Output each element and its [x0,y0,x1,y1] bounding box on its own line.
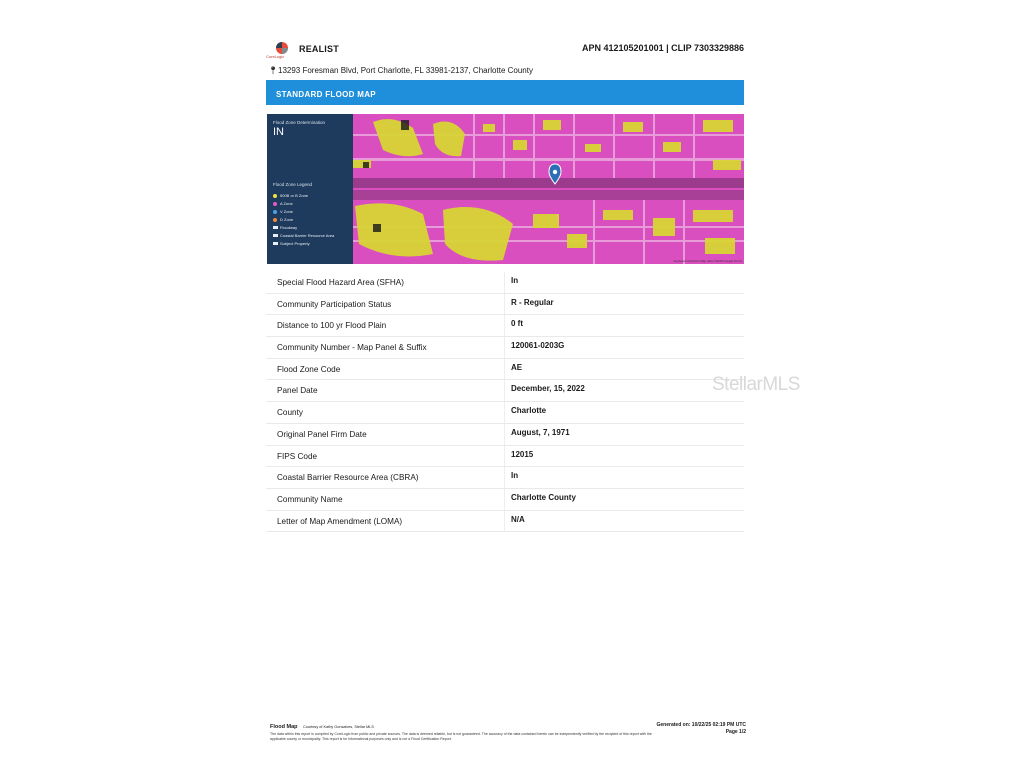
row-label: FIPS Code [277,451,318,461]
row-value: Charlotte County [511,492,576,502]
legend-swatch-icon [273,234,278,237]
row-label: Community Name [277,494,343,504]
page-number: Page 1/2 [725,729,746,735]
row-value: December, 15, 2022 [511,384,585,394]
apn-clip: APN 412105201001 | CLIP 7303329886 [582,43,744,53]
legend-label: A Zone [280,201,293,206]
legend-item [273,232,334,240]
row-label: Community Number - Map Panel & Suffix [277,343,427,353]
legend-swatch-icon [273,210,277,214]
table-row [266,359,744,381]
legend-swatch-icon [273,202,277,206]
table-row [266,272,744,294]
section-banner [266,80,744,105]
row-value: August, 7, 1971 [511,427,570,437]
legend-item [273,192,334,200]
row-divider [504,511,505,532]
footer-title-text: Flood Map [270,724,298,730]
row-divider [504,446,505,467]
row-label: Distance to 100 yr Flood Plain [277,321,387,331]
determination-value: IN [273,126,284,138]
legend-swatch-icon [273,242,278,245]
row-label: Panel Date [277,386,318,396]
legend-title: Flood Zone Legend [273,182,313,187]
flood-data-table [266,272,744,532]
legend-item [273,240,334,248]
legend-swatch-icon [273,226,278,229]
property-address: 13293 Foresman Blvd, Port Charlotte, FL 33981-2137, Charlotte County [278,66,533,75]
row-value: N/A [511,514,525,524]
row-value: 120061-0203G [511,341,565,351]
determination-label: Flood Zone Determination [273,120,326,125]
row-divider [504,315,505,336]
row-divider [504,402,505,423]
row-divider [504,337,505,358]
row-value: In [511,471,519,481]
row-value: AE [511,362,523,372]
legend-swatch-icon [273,218,277,222]
row-value: R - Regular [511,297,554,307]
table-row [266,402,744,424]
table-row [266,467,744,489]
row-label: Community Participation Status [277,299,392,309]
section-title: STANDARD FLOOD MAP [276,90,376,99]
legend-item [273,224,334,232]
table-row [266,424,744,446]
legend-list [273,192,334,248]
brand-subtitle: CoreLogic [266,54,285,59]
generated-date: Generated on: 10/22/25 02:19 PM UTC [656,722,746,728]
row-divider [504,359,505,380]
table-row [266,380,744,402]
row-divider [504,467,505,488]
row-label: Letter of Map Amendment (LOMA) [277,516,403,526]
flood-zone-map-image [353,114,744,264]
legend-label: 500B or B Zone [280,193,309,198]
row-divider [504,294,505,315]
map-sidebar [267,114,353,264]
legend-item [273,216,334,224]
row-divider [504,272,505,293]
table-row [266,315,744,337]
row-divider [504,380,505,401]
row-label: Flood Zone Code [277,364,341,374]
legend-item [273,200,334,208]
legend-label: Floodway [280,225,298,230]
table-row [266,511,744,533]
legend-swatch-icon [273,194,277,198]
row-value: 12015 [511,449,534,459]
legend-label: Coastal Barrier Resource Area [280,233,335,238]
footer-disclaimer: The data within this report is compiled by CoreLogic from public and private sources. The data is deemed reliable, but is not guaranteed. The accuracy of the data contained herein can be independently verified by the recipient of this report with the applicable county or municipality. This report is for informational purposes only and is not a Flood Certification Report. [270,732,652,741]
stellarmls-watermark: StellarMLS [712,374,800,395]
brand-name: REALIST [299,44,339,54]
location-pin-icon: 📍︎ [268,66,279,75]
legend-label: Subject Property [280,241,310,246]
legend-label: D Zone [280,217,294,222]
footer-title [270,724,374,730]
legend-label: V Zone [280,209,293,214]
row-label: Special Flood Hazard Area (SFHA) [277,278,404,287]
footer-courtesy: Courtesy of Kathy Gonsalves, Stellar MLS [303,725,374,729]
row-divider [504,489,505,510]
row-label: County [277,408,303,418]
flood-report-page [266,36,746,748]
flood-map [267,114,744,264]
table-row [266,294,744,316]
table-row [266,489,744,511]
row-divider [504,424,505,445]
table-row [266,446,744,468]
row-value: 0 ft [511,319,523,329]
row-value: In [511,276,519,285]
table-row [266,337,744,359]
row-value: Charlotte [511,406,547,416]
row-label: Coastal Barrier Resource Area (CBRA) [277,473,419,483]
legend-item [273,208,334,216]
row-label: Original Panel Firm Date [277,429,367,439]
map-credit: Keyboard shortcuts Map data ©2025 Google Terms [673,259,742,263]
